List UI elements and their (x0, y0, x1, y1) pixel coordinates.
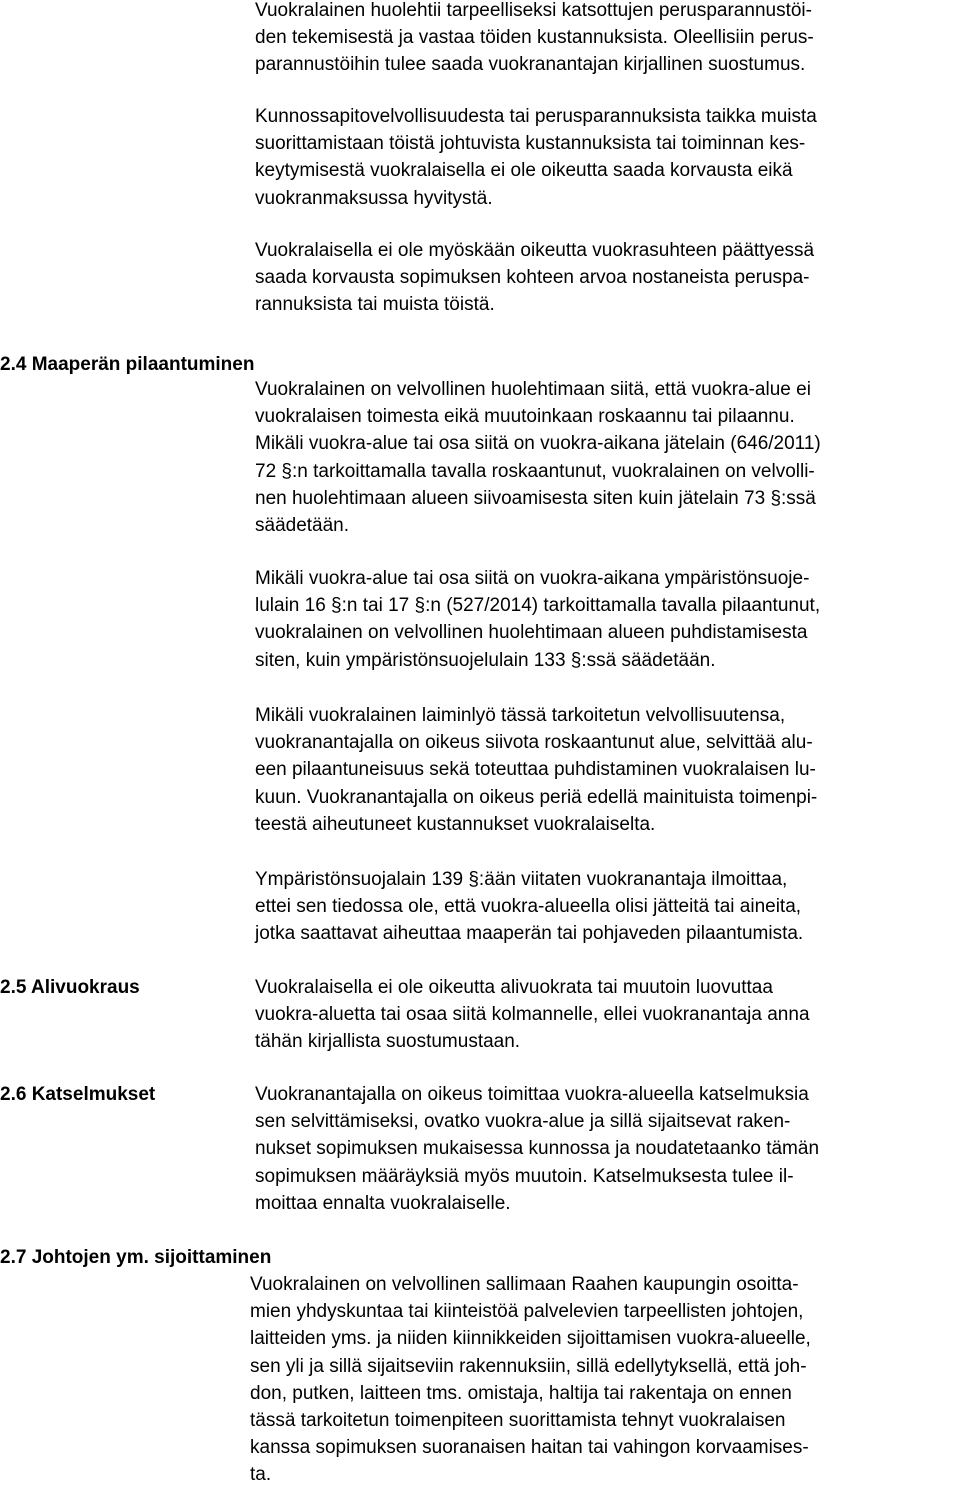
text-line: sen selvittämiseksi, ovatko vuokra-alue ja sillä sijaitsevat raken- (255, 1111, 791, 1133)
text-line: Vuokranantajalla on oikeus toimittaa vuokra-alueella katselmuksia (255, 1084, 809, 1105)
text-line: rannuksista tai muista töistä. (255, 294, 495, 316)
text-line: kanssa sopimuksen suoranaisen haitan tai vahingon korvaamises- (250, 1437, 809, 1459)
section-heading-2-6: 2.6 Katselmukset (0, 1084, 156, 1105)
text-line: lulain 16 §:n tai 17 §:n (527/2014) tarkoittamalla tavalla pilaantunut, (255, 595, 821, 617)
text-line: Vuokralainen huolehtii tarpeelliseksi katsottujen perusparannustöi- (255, 0, 812, 21)
text-line: Mikäli vuokra-alue tai osa siitä on vuokra-aikana jätelain (646/2011) (255, 433, 821, 455)
text-line: don, putken, laitteen tms. omistaja, haltija tai rakentaja on ennen (250, 1382, 792, 1404)
section-heading-2-5: 2.5 Alivuokraus (0, 977, 140, 998)
text-line: Ympäristönsuojalain 139 §:ään viitaten vuokranantaja ilmoittaa, (255, 869, 788, 890)
text-line: 72 §:n tarkoittamalla tavalla roskaantunut, vuokralainen on velvolli- (255, 460, 815, 482)
text-line: vuokralainen on velvollinen huolehtimaan alueen puhdistamisesta (255, 622, 808, 644)
text-line: ta. (250, 1464, 272, 1486)
text-line: saada korvausta sopimuksen kohteen arvoa nostaneista peruspa- (255, 267, 810, 289)
text-line: ettei sen tiedossa ole, että vuokra-alueella olisi jätteitä tai aineita, (255, 896, 802, 918)
paragraph-katselmukset (255, 1081, 819, 1217)
text-line: vuokralaisen toimesta eikä muutoinkaan roskaannu tai pilaannu. (255, 406, 795, 428)
text-line: Mikäli vuokra-alue tai osa siitä on vuokra-aikana ympäristönsuoje- (255, 568, 810, 589)
text-line: jotka saattavat aiheuttaa maaperän tai pohjaveden pilaantumista. (255, 923, 804, 945)
text-line: teestä aiheutuneet kustannukset vuokralaiselta. (255, 813, 656, 835)
text-line: Kunnossapitovelvollisuudesta tai perusparannuksista taikka muista (255, 106, 817, 127)
text-line: keytymisestä vuokralaisella ei ole oikeutta saada korvausta eikä (255, 160, 793, 182)
text-line: moittaa ennalta vuokralaiselle. (255, 1192, 511, 1214)
paragraph-korvaus-paattyessa (255, 237, 814, 319)
text-line: sen yli ja sillä sijaitseviin rakennuksiin, sillä edellytyksellä, että joh- (250, 1355, 807, 1377)
text-line: vuokranantajalla on oikeus siivota roskaantunut alue, selvittää alu- (255, 732, 813, 754)
text-line: den tekemisestä ja vastaa töiden kustannuksista. Oleellisiin perus- (255, 27, 814, 49)
paragraph-maapera-1 (255, 376, 821, 539)
text-line: säädetään. (255, 515, 350, 537)
paragraph-johtojen-sijoittaminen (250, 1271, 811, 1489)
section-heading-2-7: 2.7 Johtojen ym. sijoittaminen (0, 1247, 272, 1268)
text-line: een pilaantuneisuus sekä toteuttaa puhdistaminen vuokralaisen lu- (255, 759, 816, 781)
text-line: Vuokralainen on velvollinen huolehtimaan siitä, että vuokra-alue ei (255, 379, 811, 400)
text-line: Vuokralaisella ei ole oikeutta alivuokrata tai muutoin luovuttaa (255, 977, 773, 998)
text-line: sopimuksen määräyksiä myös muutoin. Katselmuksesta tulee il- (255, 1165, 794, 1187)
paragraph-alivuokraus (255, 974, 810, 1056)
paragraph-maapera-4 (255, 866, 803, 948)
text-line: kuun. Vuokranantajalla on oikeus periä edellä mainituista toimenpi- (255, 786, 818, 808)
text-line: nen huolehtimaan alueen siivoamisesta siten kuin jätelain 73 §:ssä (255, 487, 816, 509)
text-line: nukset sopimuksen mukaisessa kunnossa ja noudatetaanko tämän (255, 1138, 820, 1160)
paragraph-maapera-3 (255, 702, 817, 838)
text-line: laitteiden yms. ja niiden kiinnikkeiden sijoittamisen vuokra-alueelle, (250, 1328, 811, 1350)
text-line: vuokranmaksussa hyvitystä. (255, 187, 493, 209)
text-line: suorittamistaan töistä johtuvista kustannuksista tai toiminnan kes- (255, 133, 806, 155)
text-line: parannustöihin tulee saada vuokranantajan kirjallinen suostumus. (255, 54, 806, 76)
text-line: mien yhdyskuntaa tai kiinteistöä palvelevien tarpeellisten johtojen, (250, 1301, 804, 1323)
text-line: Vuokralaisella ei ole myöskään oikeutta vuokrasuhteen päättyessä (255, 240, 815, 261)
text-line: Vuokralainen on velvollinen sallimaan Raahen kaupungin osoitta- (250, 1274, 799, 1295)
paragraph-perusparannukset (255, 0, 814, 79)
text-line: tässä tarkoitetun toimenpiteen suorittamista tehnyt vuokralaisen (250, 1410, 786, 1432)
text-line: Mikäli vuokralainen laiminlyö tässä tarkoitetun velvollisuutensa, (255, 705, 786, 726)
section-heading-2-4: 2.4 Maaperän pilaantuminen (0, 354, 255, 375)
text-line: vuokra-aluetta tai osaa siitä kolmannelle, ellei vuokranantaja anna (255, 1004, 810, 1026)
text-line: siten, kuin ympäristönsuojelulain 133 §:ssä säädetään. (255, 649, 716, 671)
paragraph-kunnossapito (255, 103, 817, 212)
paragraph-maapera-2 (255, 565, 820, 674)
text-line: tähän kirjallista suostumustaan. (255, 1031, 521, 1053)
